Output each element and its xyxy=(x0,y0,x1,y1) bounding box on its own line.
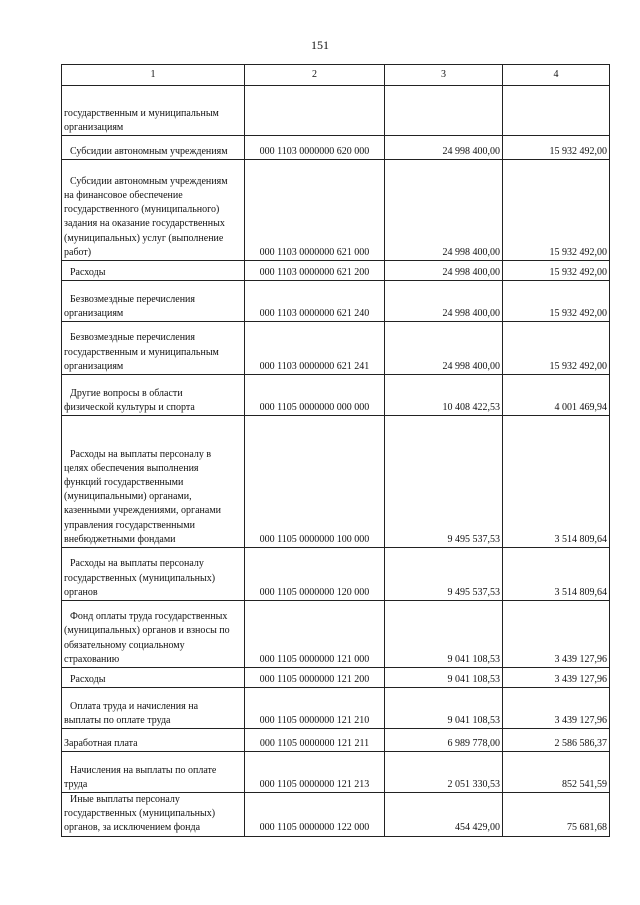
table-row xyxy=(62,261,610,281)
row-name-cell xyxy=(62,261,245,281)
row-name-line: государственным и муниципальным xyxy=(64,346,219,358)
row-code-cell: 000 1105 0000000 121 210 xyxy=(245,688,385,729)
row-name-line: Безвозмездные перечисления xyxy=(70,293,195,305)
row-name-line: Оплата труда и начисления на xyxy=(70,700,199,712)
table-row xyxy=(62,752,610,793)
row-value-cell-3: 2 051 330,53 xyxy=(385,752,503,793)
column-header-3: 3 xyxy=(385,65,503,86)
column-header-1: 1 xyxy=(62,65,245,86)
row-value-cell-3: 9 041 108,53 xyxy=(385,601,503,668)
table-row xyxy=(62,136,610,160)
row-code-cell xyxy=(245,86,385,136)
table-row xyxy=(62,86,610,136)
row-name-cell xyxy=(62,322,245,375)
table-row xyxy=(62,668,610,688)
row-value-cell-3: 454 429,00 xyxy=(385,793,503,837)
row-code-cell: 000 1103 0000000 621 200 xyxy=(245,261,385,281)
table-row xyxy=(62,601,610,668)
row-value-cell-4: 3 514 809,64 xyxy=(503,416,610,548)
row-name-line: (муниципальными) органами, xyxy=(64,491,192,503)
row-value-cell-4: 4 001 469,94 xyxy=(503,375,610,416)
row-name-line: органов, за исключением фонда xyxy=(64,822,201,834)
row-name-line: (муниципальных) органов и взносы по xyxy=(64,625,230,637)
row-name-line: Расходы на выплаты персоналу в xyxy=(70,448,212,460)
row-name-line: Безвозмездные перечисления xyxy=(70,332,195,344)
row-code-cell: 000 1105 0000000 000 000 xyxy=(245,375,385,416)
row-value-cell-4: 15 932 492,00 xyxy=(503,322,610,375)
table-row xyxy=(62,416,610,548)
row-name-line: функций государственными xyxy=(64,476,184,488)
row-name-cell xyxy=(62,729,245,752)
row-code-cell: 000 1105 0000000 121 211 xyxy=(245,729,385,752)
row-name-line: физической культуры и спорта xyxy=(64,401,195,413)
row-name-line: целях обеспечения выполнения xyxy=(64,462,199,474)
row-name-line: Иные выплаты персоналу xyxy=(70,794,180,805)
row-name-cell xyxy=(62,160,245,261)
row-name-line: организациям xyxy=(64,360,124,372)
row-value-cell-3: 24 998 400,00 xyxy=(385,136,503,160)
row-name-line: выплаты по оплате труда xyxy=(64,714,171,726)
row-name-cell xyxy=(62,86,245,136)
row-value-cell-3: 24 998 400,00 xyxy=(385,160,503,261)
table-body xyxy=(62,86,610,837)
row-value-cell-3: 9 041 108,53 xyxy=(385,668,503,688)
row-code-cell: 000 1103 0000000 620 000 xyxy=(245,136,385,160)
row-name-line: государственным и муниципальным xyxy=(64,107,219,119)
row-value-cell-3: 9 041 108,53 xyxy=(385,688,503,729)
column-header-2: 2 xyxy=(245,65,385,86)
row-name-cell xyxy=(62,548,245,601)
row-code-cell: 000 1103 0000000 621 241 xyxy=(245,322,385,375)
row-value-cell-4: 2 586 586,37 xyxy=(503,729,610,752)
table-row xyxy=(62,281,610,322)
row-name-line: Начисления на выплаты по оплате xyxy=(70,764,217,776)
row-name-line: обязательному социальному xyxy=(64,639,185,651)
table-row xyxy=(62,160,610,261)
row-value-cell-4: 15 932 492,00 xyxy=(503,160,610,261)
row-name-cell xyxy=(62,752,245,793)
row-value-cell-4: 75 681,68 xyxy=(503,793,610,837)
row-value-cell-3: 6 989 778,00 xyxy=(385,729,503,752)
row-code-cell: 000 1105 0000000 121 000 xyxy=(245,601,385,668)
row-name-line: Расходы xyxy=(70,266,106,278)
row-name-line: казенными учреждениями, органами xyxy=(64,505,222,517)
row-name-line: государственного (муниципального) xyxy=(64,204,220,216)
row-code-cell: 000 1103 0000000 621 240 xyxy=(245,281,385,322)
row-name-cell xyxy=(62,416,245,548)
table-row xyxy=(62,548,610,601)
row-code-cell: 000 1105 0000000 122 000 xyxy=(245,793,385,837)
row-code-cell: 000 1105 0000000 121 213 xyxy=(245,752,385,793)
row-name-line: государственных (муниципальных) xyxy=(64,572,216,584)
row-value-cell-4: 3 439 127,96 xyxy=(503,688,610,729)
row-name-line: Заработная плата xyxy=(64,737,138,749)
page-number: 151 xyxy=(311,38,329,52)
row-value-cell-3 xyxy=(385,86,503,136)
row-value-cell-4: 15 932 492,00 xyxy=(503,136,610,160)
row-name-line: Расходы на выплаты персоналу xyxy=(70,558,204,570)
row-code-cell: 000 1105 0000000 120 000 xyxy=(245,548,385,601)
row-name-line: управления государственными xyxy=(64,519,195,531)
table-row xyxy=(62,375,610,416)
row-value-cell-3: 24 998 400,00 xyxy=(385,322,503,375)
row-name-line: (муниципальных) услуг (выполнение xyxy=(64,232,224,244)
row-name-cell xyxy=(62,375,245,416)
row-name-cell xyxy=(62,281,245,322)
row-name-line: труда xyxy=(64,778,88,790)
row-value-cell-3: 24 998 400,00 xyxy=(385,281,503,322)
row-value-cell-3: 9 495 537,53 xyxy=(385,416,503,548)
row-name-cell xyxy=(62,793,245,837)
row-name-line: Другие вопросы в области xyxy=(70,387,183,399)
budget-table xyxy=(61,64,610,837)
row-name-line: государственных (муниципальных) xyxy=(64,808,216,820)
row-value-cell-4: 3 439 127,96 xyxy=(503,668,610,688)
row-value-cell-4: 852 541,59 xyxy=(503,752,610,793)
row-name-cell xyxy=(62,668,245,688)
row-name-line: Фонд оплаты труда государственных xyxy=(70,611,228,623)
row-code-cell: 000 1103 0000000 621 000 xyxy=(245,160,385,261)
row-name-line: страхованию xyxy=(64,653,120,665)
row-name-line: на финансовое обеспечение xyxy=(64,189,183,201)
row-name-cell xyxy=(62,601,245,668)
column-header-4: 4 xyxy=(503,65,610,86)
table-header-row xyxy=(62,65,610,86)
row-value-cell-4 xyxy=(503,86,610,136)
row-name-cell xyxy=(62,688,245,729)
row-value-cell-4: 3 514 809,64 xyxy=(503,548,610,601)
table-row xyxy=(62,729,610,752)
row-name-line: Субсидии автономным учреждениям xyxy=(70,175,228,187)
row-name-line: внебюджетными фондами xyxy=(64,533,176,545)
row-code-cell: 000 1105 0000000 100 000 xyxy=(245,416,385,548)
row-name-line: работ) xyxy=(64,246,92,258)
row-value-cell-3: 9 495 537,53 xyxy=(385,548,503,601)
table-row xyxy=(62,793,610,837)
row-name-line: задания на оказание государственных xyxy=(64,218,225,230)
row-name-line: Расходы xyxy=(70,673,106,685)
row-name-line: организациям xyxy=(64,307,124,319)
row-value-cell-4: 15 932 492,00 xyxy=(503,261,610,281)
row-value-cell-3: 10 408 422,53 xyxy=(385,375,503,416)
row-name-line: Субсидии автономным учреждениям xyxy=(70,145,228,157)
table-row xyxy=(62,322,610,375)
table-row xyxy=(62,688,610,729)
row-value-cell-3: 24 998 400,00 xyxy=(385,261,503,281)
row-name-cell xyxy=(62,136,245,160)
row-name-line: организациям xyxy=(64,121,124,133)
row-value-cell-4: 3 439 127,96 xyxy=(503,601,610,668)
row-value-cell-4: 15 932 492,00 xyxy=(503,281,610,322)
row-code-cell: 000 1105 0000000 121 200 xyxy=(245,668,385,688)
row-name-line: органов xyxy=(64,586,98,598)
